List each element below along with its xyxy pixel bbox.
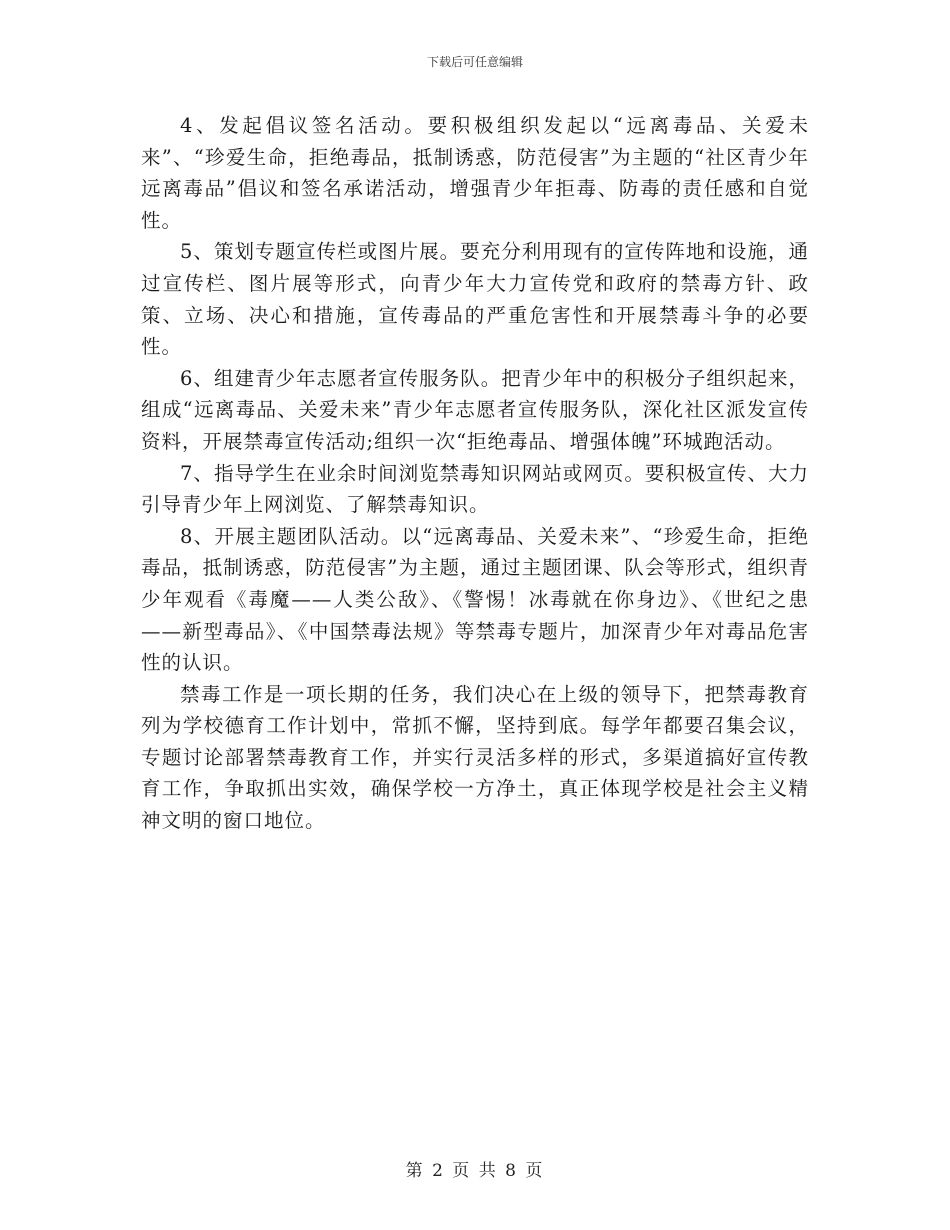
paragraph-conclusion: 禁毒工作是一项长期的任务，我们决心在上级的领导下，把禁毒教育列为学校德育工作计划中，常抓不懈，坚持到底。每学年都要召集会议，专题讨论部署禁毒教育工作，并实行灵活多样的形式，多渠道搞好宣传教育工作，争取抓出实效，确保学校一方净土，真正体现学校是社会主义精神文明的窗口地位。 xyxy=(141,682,809,833)
page-header: 下载后可任意编辑 xyxy=(426,55,523,69)
page-number: 第 2 页 共 8 页 xyxy=(405,1161,545,1181)
paragraph-item-7: 7、指导学生在业余时间浏览禁毒知识网站或网页。要积极宣传、大力引导青少年上网浏览、了解禁毒知识。 xyxy=(141,461,809,517)
paragraph-item-5: 5、策划专题宣传栏或图片展。要充分利用现有的宣传阵地和设施，通过宣传栏、图片展等形式，向青少年大力宣传党和政府的禁毒方针、政策、立场、决心和措施，宣传毒品的严重危害性和开展禁毒斗争的必要性。 xyxy=(141,240,809,359)
paragraph-item-4: 4、发起倡议签名活动。要积极组织发起以“远离毒品、关爱未来”、“珍爱生命，拒绝毒品，抵制诱惑，防范侵害”为主题的“社区青少年远离毒品”倡议和签名承诺活动，增强青少年拒毒、防毒的责任感和自觉性。 xyxy=(141,114,809,232)
paragraph-item-6: 6、组建青少年志愿者宣传服务队。把青少年中的积极分子组织起来，组成“远离毒品、关爱未来”青少年志愿者宣传服务队，深化社区派发宣传资料，开展禁毒宣传活动;组织一次“拒绝毒品、增强体魄”环城跑活动。 xyxy=(141,366,809,453)
paragraph-item-8: 8、开展主题团队活动。以“远离毒品、关爱未来”、“珍爱生命，拒绝毒品，抵制诱惑，防范侵害”为主题，通过主题团课、队会等形式，组织青少年观看《毒魔——人类公敌》、《警惕！冰毒就在你身边》、《世纪之患——新型毒品》、《中国禁毒法规》等禁毒专题片，加深青少年对毒品危害性的认识。 xyxy=(141,524,809,675)
document-body xyxy=(141,110,809,837)
